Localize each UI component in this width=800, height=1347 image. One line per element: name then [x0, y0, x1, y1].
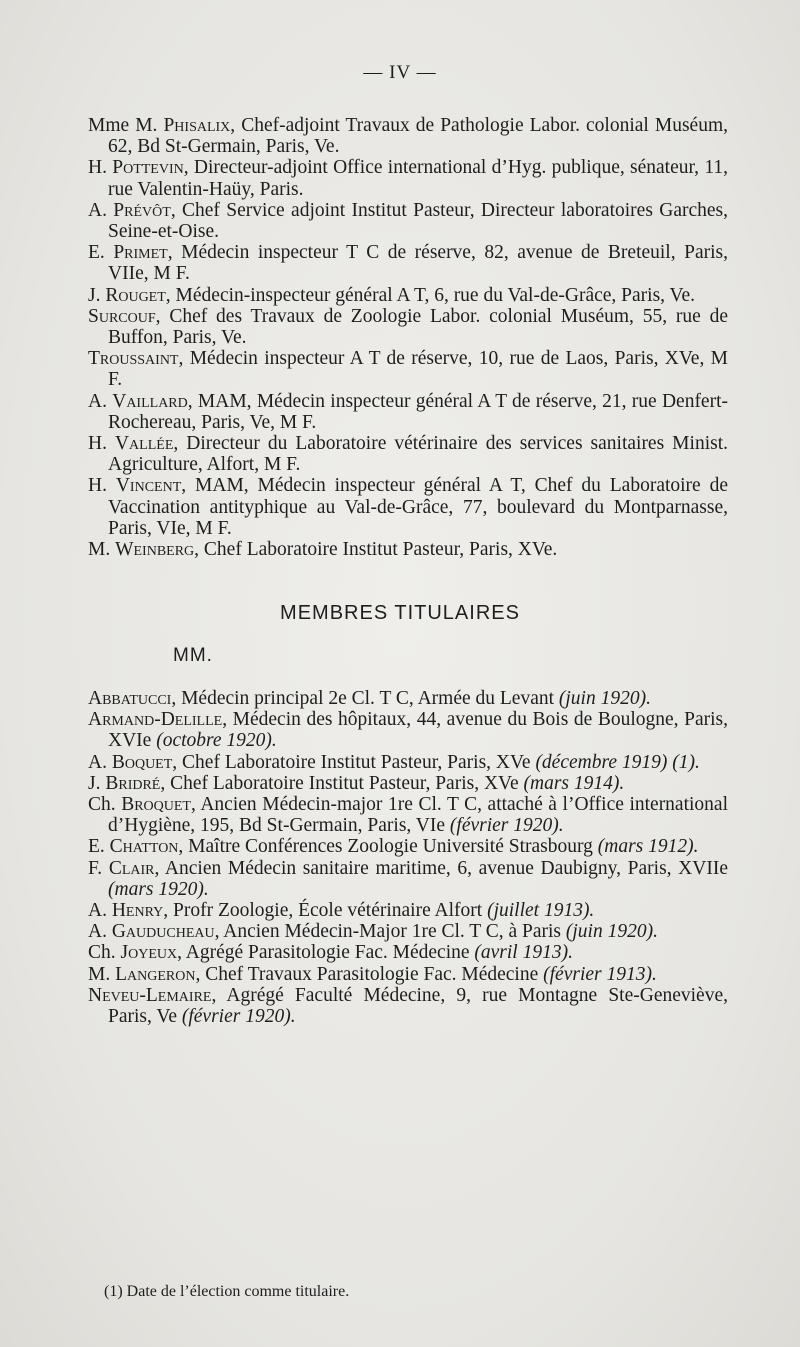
member-initial: A.	[88, 751, 112, 773]
member-initial: H.	[88, 475, 116, 497]
member-details: , Agrégé Faculté Médecine, 9, rue Montagne Ste-Geneviève, Paris, Ve	[108, 984, 728, 1028]
member-entry	[88, 285, 728, 306]
member-details: , MAM, Médecin inspecteur général A T de réserve, 21, rue Denfert-Rochereau, Paris, Ve, M F.	[108, 390, 728, 433]
member-details: , Chef Service adjoint Institut Pasteur, Directeur laboratoires Garches, Seine-et-Oise.	[108, 199, 728, 243]
election-date: (février 1920).	[449, 815, 564, 837]
election-date: (février 1920).	[181, 1006, 296, 1028]
election-date: (avril 1913).	[474, 942, 573, 964]
member-initial: Ch.	[88, 794, 122, 816]
member-name: Henry	[111, 900, 164, 922]
member-entry	[88, 858, 728, 900]
member-entry	[88, 242, 728, 284]
member-initial: Mme M.	[88, 115, 164, 136]
election-date: (février 1913).	[543, 963, 657, 985]
member-entry	[88, 157, 728, 199]
member-details: , Directeur du Laboratoire vétérinaire des services sanitaires Minist. Agriculture, Alfort, M F.	[108, 433, 728, 476]
page-number: — IV —	[363, 62, 437, 83]
election-date: (décembre 1919) (1).	[535, 751, 700, 773]
member-initial: F.	[88, 857, 109, 879]
member-name: Bridré	[105, 772, 161, 794]
member-initial: H.	[88, 157, 113, 179]
member-entry	[88, 433, 728, 475]
member-entry	[88, 964, 728, 985]
footnote: (1) Date de l’élection comme titulaire.	[104, 1283, 350, 1300]
member-name: Boquet	[111, 751, 173, 773]
member-entry	[88, 942, 728, 963]
member-initial: A.	[88, 199, 114, 221]
member-entry	[88, 752, 728, 773]
election-date: (juin 1920).	[558, 688, 651, 709]
member-entry	[88, 985, 728, 1027]
member-details: , Chef des Travaux de Zoologie Labor. colonial Muséum, 55, rue de Buffon, Paris, Ve.	[108, 305, 728, 349]
member-details: , Maître Conférences Zoologie Université Strasbourg	[178, 836, 598, 858]
member-name: Prévôt	[113, 199, 171, 221]
member-details: , Ancien Médecin-major 1re Cl. T C, attaché à l’Office international d’Hygiène, 195, Bd St-Germain, Paris, VIe	[108, 794, 728, 837]
member-initial: M.	[88, 963, 116, 985]
member-details: , Médecin inspecteur T C de réserve, 82, avenue de Breteuil, Paris, VIIe, M F.	[108, 242, 728, 285]
member-details: , Médecin inspecteur A T de réserve, 10, rue de Laos, Paris, XVe, M F.	[108, 348, 728, 391]
member-name: Gauducheau	[111, 921, 215, 943]
member-details: , Profr Zoologie, École vétérinaire Alfort	[163, 900, 488, 922]
election-date: (mars 1920).	[108, 878, 209, 900]
election-date: (juin 1920).	[565, 921, 658, 943]
election-date: (octobre 1920).	[156, 730, 277, 752]
member-initial: Ch.	[88, 942, 121, 964]
member-initial: J.	[88, 284, 106, 306]
member-name: Weinberg	[115, 539, 195, 561]
member-name: Vincent	[115, 475, 182, 497]
member-initial: A.	[88, 900, 112, 922]
member-entry	[88, 836, 728, 857]
member-initial: H.	[88, 433, 115, 455]
member-name: Abbatucci	[88, 688, 172, 709]
election-date: (juillet 1913).	[487, 900, 595, 922]
member-entry	[88, 709, 728, 751]
member-name: Pottevin	[112, 157, 184, 179]
member-details: , Ancien Médecin sanitaire maritime, 6, avenue Daubigny, Paris, XVIIe	[154, 857, 728, 879]
member-details: , Médecin des hôpitaux, 44, avenue du Bois de Boulogne, Paris, XVIe	[108, 709, 728, 752]
member-initial: J.	[88, 772, 106, 794]
member-entry	[88, 539, 728, 560]
member-name: Troussaint	[88, 348, 179, 370]
member-name: Rouget	[105, 284, 166, 306]
member-entry	[88, 794, 728, 836]
member-entry	[88, 900, 728, 921]
election-date: (mars 1914).	[523, 772, 625, 794]
member-initial: E.	[88, 242, 114, 264]
member-name: Broquet	[121, 794, 191, 816]
member-list-titulaires	[88, 688, 728, 1027]
member-initial: M.	[88, 539, 116, 561]
member-name: Primet	[113, 242, 168, 264]
member-name: Vallée	[114, 433, 174, 455]
member-name: Clair	[108, 857, 155, 879]
member-details: , Chef Laboratoire Institut Pasteur, Paris, XVe	[172, 751, 536, 773]
member-entry	[88, 306, 728, 348]
member-entry	[88, 475, 728, 539]
member-entry	[88, 115, 728, 157]
member-initial: E.	[88, 836, 110, 858]
member-details: , Ancien Médecin-Major 1re Cl. T C, à Paris	[214, 921, 566, 943]
member-name: Neveu-Lemaire	[88, 984, 212, 1006]
member-entry	[88, 391, 728, 433]
member-initial: A.	[88, 921, 112, 943]
member-name: Surcouf	[88, 305, 156, 327]
member-details: , Directeur-adjoint Office international d’Hyg. publique, sénateur, 11, rue Valentin-Haüy, Paris.	[108, 157, 728, 200]
member-details: , Chef Travaux Parasitologie Fac. Médecine	[195, 963, 544, 985]
member-details: , Médecin principal 2e Cl. T C, Armée du Levant	[171, 688, 559, 709]
member-details: , Agrégé Parasitologie Fac. Médecine	[177, 942, 475, 964]
member-name: Vaillard	[112, 390, 188, 412]
election-date: (mars 1912).	[597, 836, 699, 858]
member-name: Phisalix	[163, 115, 231, 136]
member-entry	[88, 200, 728, 242]
member-name: Langeron	[115, 963, 196, 985]
member-details: , MAM, Médecin inspecteur général A T, Chef du Laboratoire de Vaccination antityphique au Val-de-Grâce, 77, boulevard du Montparnasse, Paris, VIe, M F.	[108, 475, 728, 539]
section-heading: MEMBRES TITULAIRES	[280, 602, 520, 624]
member-entry	[88, 921, 728, 942]
member-details: , Chef-adjoint Travaux de Pathologie Labor. colonial Muséum, 62, Bd St-Germain, Paris, Ve.	[108, 115, 728, 158]
member-initial: A.	[88, 390, 113, 412]
member-entry	[88, 348, 728, 390]
member-details: , Médecin-inspecteur général A T, 6, rue du Val-de-Grâce, Paris, Ve.	[165, 284, 696, 306]
member-list-top	[88, 115, 728, 560]
member-details: , Chef Laboratoire Institut Pasteur, Paris, XVe	[160, 772, 524, 794]
member-name: Joyeux	[120, 942, 178, 964]
member-details: , Chef Laboratoire Institut Pasteur, Paris, XVe.	[194, 539, 558, 561]
member-name: Chatton	[109, 836, 179, 858]
section-subheading: MM.	[173, 645, 213, 666]
member-entry	[88, 773, 728, 794]
member-entry	[88, 688, 728, 709]
member-name: Armand-Delille	[88, 709, 223, 731]
